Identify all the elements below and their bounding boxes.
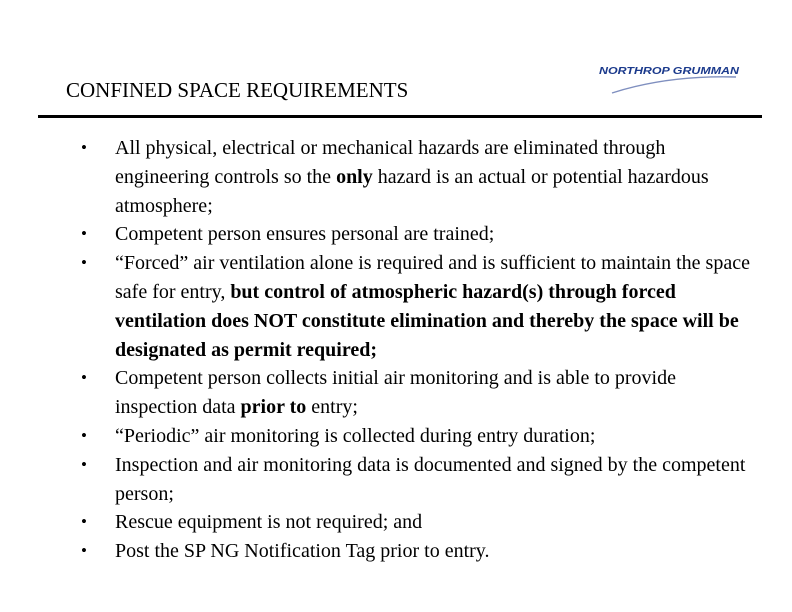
list-item bbox=[0, 451, 792, 509]
bullet-icon: • bbox=[81, 138, 87, 157]
logo-wordmark: NORTHROP GRUMMAN bbox=[599, 65, 740, 77]
list-item bbox=[0, 249, 792, 364]
title-divider bbox=[38, 115, 762, 118]
company-logo bbox=[598, 62, 740, 96]
bullet-icon: • bbox=[81, 454, 87, 474]
list-item bbox=[0, 537, 792, 566]
list-item bbox=[0, 134, 792, 220]
list-item bbox=[0, 422, 792, 451]
item-text: “Forced” air ventilation alone is required and is sufficient to maintain the space safe for entry, but control of atmospheric hazard(s) through forced ventilation does NOT constitute elimination and thereby the space will be designated as permit required; bbox=[115, 252, 750, 361]
item-text: Rescue equipment is not required; and bbox=[115, 511, 423, 534]
item-text: Competent person collects initial air monitoring and is able to provide inspection data prior to entry; bbox=[115, 367, 676, 419]
item-text: Inspection and air monitoring data is documented and signed by the competent person; bbox=[115, 453, 746, 505]
bullet-icon: • bbox=[81, 224, 87, 244]
item-text: All physical, electrical or mechanical hazards are eliminated through engineering controls so the only hazard is an actual or potential hazardous atmosphere; bbox=[115, 137, 709, 217]
bullet-icon: • bbox=[81, 253, 87, 273]
requirements-list bbox=[0, 134, 792, 566]
item-text: “Periodic” air monitoring is collected during entry duration; bbox=[115, 424, 596, 447]
list-item bbox=[0, 508, 792, 537]
bullet-icon: • bbox=[81, 425, 87, 445]
item-text: Post the SP NG Notification Tag prior to entry. bbox=[115, 540, 490, 563]
bullet-icon: • bbox=[81, 541, 87, 561]
bullet-icon: • bbox=[81, 512, 87, 532]
page-title: CONFINED SPACE REQUIREMENTS bbox=[66, 78, 409, 102]
bullet-icon: • bbox=[81, 368, 87, 388]
list-item bbox=[0, 364, 792, 422]
item-text: Competent person ensures personal are trained; bbox=[115, 223, 495, 246]
list-item bbox=[0, 220, 792, 249]
logo-swoosh bbox=[612, 77, 736, 93]
